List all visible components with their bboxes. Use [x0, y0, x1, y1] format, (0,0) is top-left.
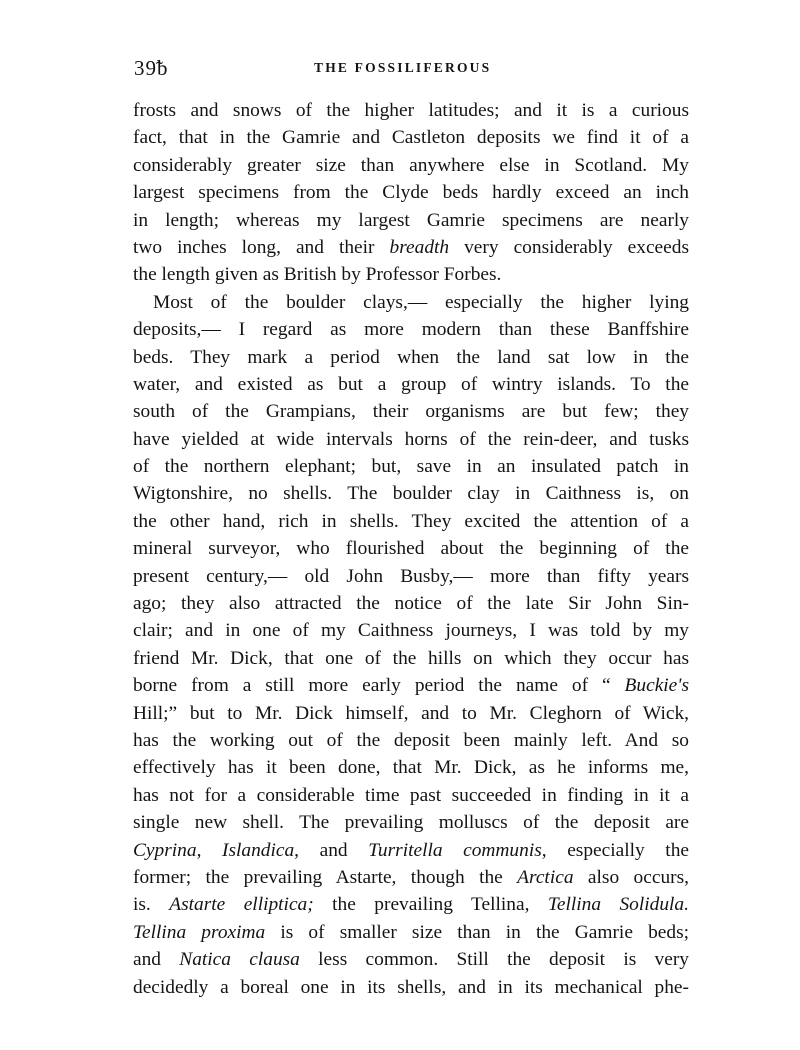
text-segment: clair; and in one of my Caithness journeys, I was told by my: [133, 620, 689, 642]
text-segment: beds. They mark a period when the land sat low in the: [133, 346, 689, 368]
text-line: [133, 535, 689, 562]
text-line: [133, 946, 689, 973]
text-segment: mineral surveyor, who flourished about the beginning of the: [133, 538, 689, 560]
text-line: [133, 727, 689, 754]
text-line: [133, 398, 689, 425]
text-line: [133, 234, 689, 261]
italic-text: Tellina proxima: [133, 921, 266, 943]
text-line: [133, 837, 689, 864]
italic-text: Cyprina: [133, 839, 197, 861]
text-segment: the prevailing Tellina,: [313, 894, 548, 916]
text-segment: ago; they also attracted the notice of the late Sir John Sin-: [133, 593, 689, 615]
text-segment: has not for a considerable time past succeeded in finding in it a: [133, 784, 689, 806]
text-segment: is.: [133, 894, 170, 916]
text-line: [133, 207, 689, 234]
text-line: [133, 152, 689, 179]
text-line: [133, 371, 689, 398]
text-segment: the other hand, rich in shells. They excited the attention of a: [133, 510, 689, 532]
text-segment: decidedly a boreal one in its shells, and in its mechanical phe-: [133, 976, 689, 998]
text-segment: deposits,— I regard as more modern than these Banffshire: [133, 319, 689, 341]
text-segment: , especially the: [541, 839, 689, 861]
text-segment: south of the Grampians, their organisms are but few; they: [133, 401, 689, 423]
text-segment: the length given as British by Professor Forbes.: [133, 264, 502, 286]
text-line: [133, 617, 689, 644]
text-line: [133, 316, 689, 343]
text-segment: considerably greater size than anywhere else in Scotland. My: [133, 154, 689, 176]
running-title: THE FOSSILIFEROUS: [314, 60, 492, 75]
text-segment: largest specimens from the Clyde beds hardly exceed an inch: [133, 182, 689, 204]
text-line: [133, 426, 689, 453]
text-segment: fact, that in the Gamrie and Castleton deposits we find it of a: [133, 127, 689, 149]
italic-text: Natica clausa: [179, 949, 300, 971]
italic-text: Arctica: [517, 866, 574, 888]
text-line: [133, 508, 689, 535]
text-line: [133, 590, 689, 617]
text-segment: have yielded at wide intervals horns of the rein-deer, and tusks: [133, 428, 689, 450]
text-segment: Most of the boulder clays,— especially the higher lying: [153, 291, 689, 313]
text-segment: Wigtonshire, no shells. The boulder clay in Caithness is, on: [133, 483, 689, 505]
text-line: [133, 919, 689, 946]
text-line: [133, 891, 689, 918]
italic-text: Tellina Solidula.: [547, 894, 689, 916]
text-line: [133, 672, 689, 699]
italic-text: Buckie's: [624, 675, 689, 697]
text-segment: has the working out of the deposit been mainly left. And so: [133, 729, 689, 751]
text-segment: single new shell. The prevailing molluscs of the deposit are: [133, 812, 689, 834]
text-line: [133, 480, 689, 507]
text-segment: two inches long, and their: [133, 236, 390, 258]
text-segment: , and: [294, 839, 369, 861]
text-line: [133, 97, 689, 124]
text-segment: less common. Still the deposit is very: [299, 949, 689, 971]
text-segment: ,: [196, 839, 222, 861]
text-line: [133, 700, 689, 727]
text-line: [133, 289, 689, 316]
text-segment: is of smaller size than in the Gamrie beds;: [265, 921, 689, 943]
text-line: [133, 782, 689, 809]
text-line: [133, 645, 689, 672]
text-segment: present century,— old John Busby,— more than fifty years: [133, 565, 689, 587]
text-line: [133, 864, 689, 891]
italic-text: Islandica: [222, 839, 295, 861]
italic-text: Turritella communis: [368, 839, 542, 861]
text-line: [133, 344, 689, 371]
text-line: [133, 124, 689, 151]
text-line: [133, 261, 689, 288]
page-number: 39ᵬ: [134, 56, 169, 80]
text-segment: former; the prevailing Astarte, though the: [133, 866, 518, 888]
text-segment: frosts and snows of the higher latitudes; and it is a curious: [133, 100, 689, 121]
text-segment: and: [133, 949, 180, 971]
text-segment: water, and existed as but a group of wintry islands. To the: [133, 373, 689, 395]
text-segment: very considerably exceeds: [449, 236, 690, 258]
text-segment: effectively has it been done, that Mr. Dick, as he informs me,: [133, 757, 689, 779]
text-line: [133, 754, 689, 781]
text-segment: of the northern elephant; but, save in an insulated patch in: [133, 456, 689, 478]
text-line: [133, 809, 689, 836]
text-segment: Hill;” but to Mr. Dick himself, and to Mr. Cleghorn of Wick,: [133, 702, 689, 724]
text-line: [133, 179, 689, 206]
text-segment: friend Mr. Dick, that one of the hills on which they occur has: [133, 647, 689, 669]
text-segment: also occurs,: [573, 866, 689, 888]
italic-text: Astarte elliptica;: [169, 894, 314, 916]
italic-text: breadth: [389, 236, 450, 258]
text-segment: borne from a still more early period the name of “: [133, 675, 625, 697]
text-line: [133, 453, 689, 480]
text-line: [133, 563, 689, 590]
text-segment: in length; whereas my largest Gamrie specimens are nearly: [133, 209, 689, 231]
page-header: [134, 56, 690, 80]
body-text: [133, 97, 689, 1001]
text-line: [133, 974, 689, 1001]
